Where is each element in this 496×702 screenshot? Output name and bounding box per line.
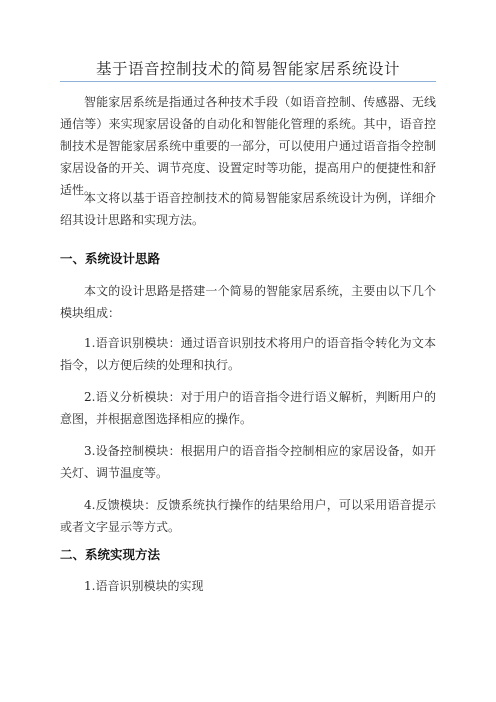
list-item: 1.语音识别模块：通过语音识别技术将用户的语音指令转化为文本指令，以方便后续的处理和执行。 (60, 336, 436, 372)
list-item: 1.语音识别模块的实现 (84, 579, 204, 593)
section-heading: 二、系统实现方法 (60, 547, 161, 562)
list-item: 2.语义分析模块：对于用户的语音指令进行语义解析，判断用户的意图，并根据意图选择相应的操作。 (60, 390, 436, 426)
section-lead: 本文的设计思路是搭建一个简易的智能家居系统，主要由以下几个模块组成： (60, 284, 436, 320)
list-item: 4.反馈模块：反馈系统执行操作的结果给用户，可以采用语音提示或者文字显示等方式。 (60, 498, 436, 534)
list-item: 3.设备控制模块：根据用户的语音指令控制相应的家居设备，如开关灯、调节温度等。 (60, 444, 436, 480)
document-title: 基于语音控制技术的简易智能家居系统设计 (95, 60, 400, 78)
section-heading: 一、系统设计思路 (60, 251, 161, 266)
title-underline (60, 81, 436, 82)
intro-paragraph: 智能家居系统是指通过各种技术手段（如语音控制、传感器、无线通信等）来实现家居设备的自动化和智能化管理的系统。其中，语音控制技术是智能家居系统中重要的一部分，可以使用户通过语音指令控制家居设备的开关、调节亮度、设置定时等功能，提高用户的便捷性和舒适性。 (60, 95, 436, 197)
intro-paragraph: 本文将以基于语音控制技术的简易智能家居系统设计为例，详细介绍其设计思路和实现方法。 (60, 191, 436, 227)
